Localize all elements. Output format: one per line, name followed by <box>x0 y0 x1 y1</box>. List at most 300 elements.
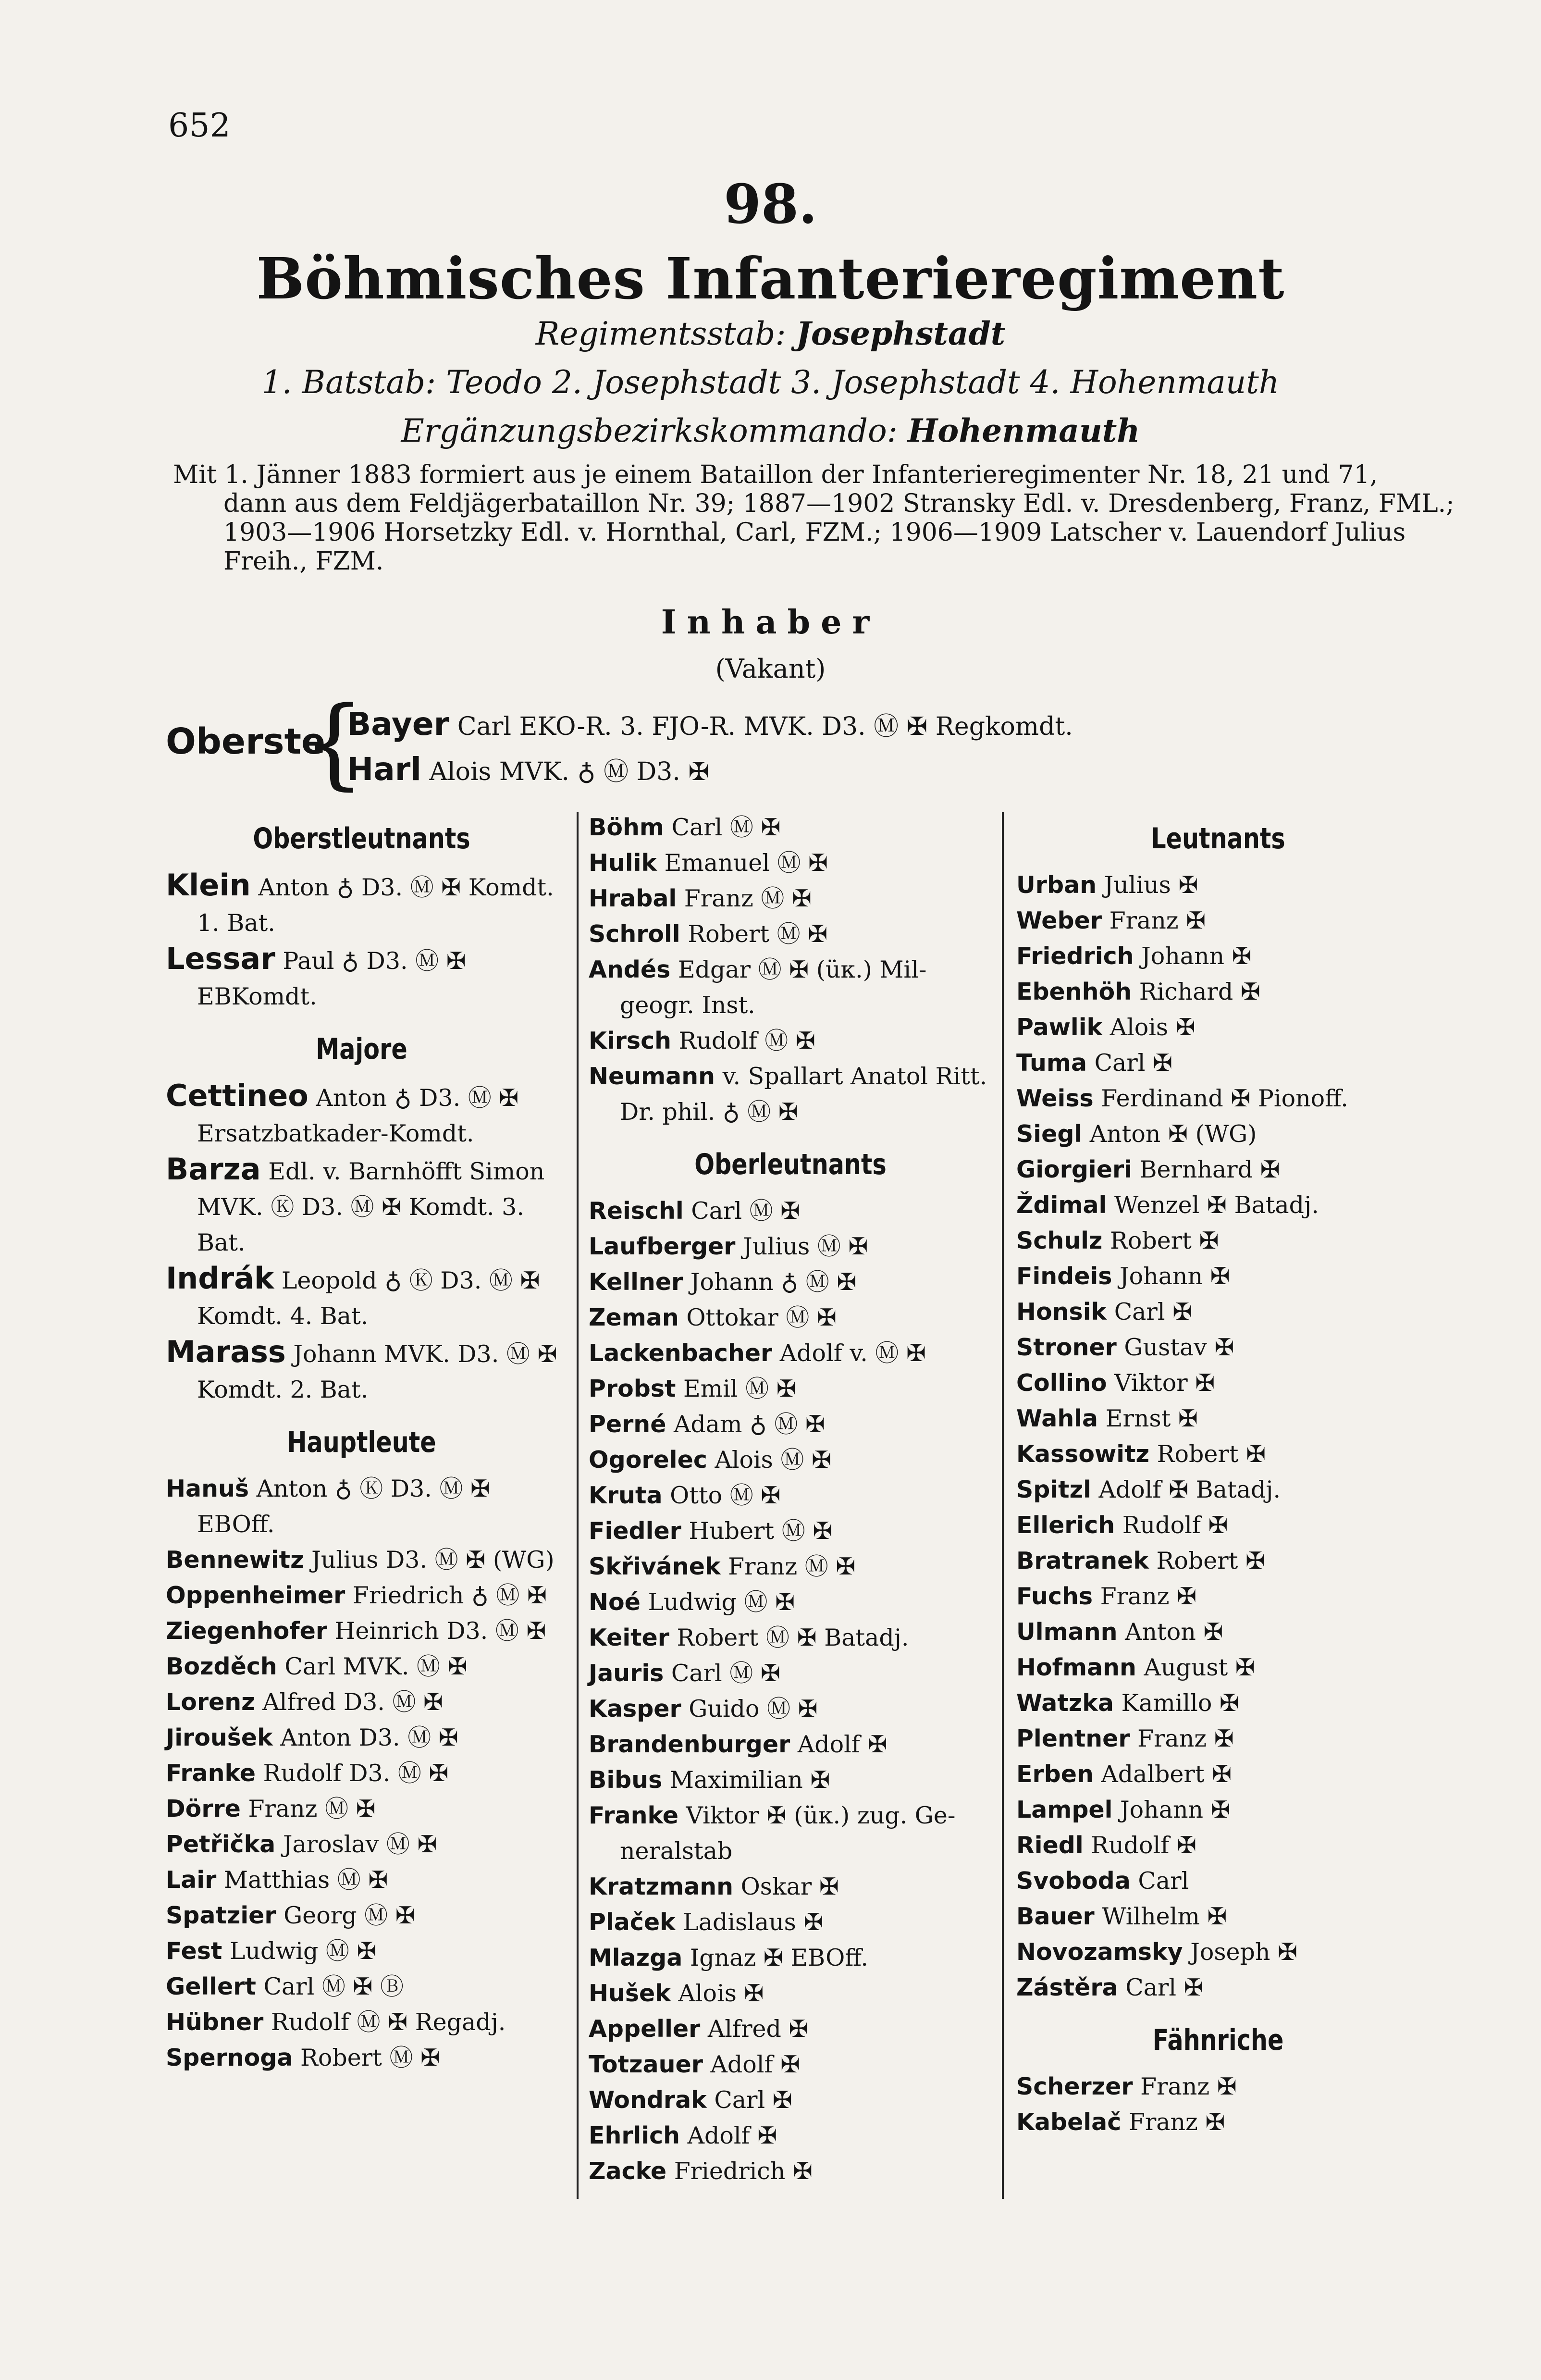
officer-surname: Pawlik <box>1016 1014 1103 1041</box>
officer-surname: Noé <box>589 1588 641 1616</box>
officer-surname: Spitzl <box>1016 1476 1091 1503</box>
officer-surname: Skřivánek <box>589 1553 721 1580</box>
officer-surname: Giorgieri <box>1016 1156 1132 1183</box>
officer-entry <box>1016 903 1420 939</box>
officer-surname: Perné <box>589 1411 666 1438</box>
officer-entry <box>1016 2105 1420 2140</box>
officer-entry <box>166 2040 557 2076</box>
officer-surname: Ogorelec <box>589 1446 707 1474</box>
officer-entry <box>589 1513 992 1549</box>
roster-column-2 <box>589 810 992 2195</box>
officer-details: Adolf v. Ⓜ ✠ <box>779 1339 926 1367</box>
officer-details: Otto Ⓜ ✠ <box>670 1482 781 1509</box>
officer-surname: Spernoga <box>166 2044 293 2071</box>
officer-details: Ludwig Ⓜ ✠ <box>648 1588 795 1616</box>
officer-details: Adalbert ✠ <box>1101 1760 1232 1788</box>
officer-details: Richard ✠ <box>1139 978 1260 1005</box>
officer-entry <box>166 1471 557 1542</box>
officer-entry <box>1016 1934 1420 1970</box>
officer-details: Alois ✠ <box>678 1980 764 2007</box>
officer-surname: Ellerich <box>1016 1512 1115 1539</box>
officer-surname: Gellert <box>166 1973 256 2000</box>
officer-details: Joseph ✠ <box>1190 1938 1298 1966</box>
officer-entry <box>1016 1152 1420 1188</box>
officer-details: Heinrich D3. Ⓜ ✠ <box>334 1617 546 1645</box>
officer-entry <box>589 1798 992 1869</box>
officer-entry <box>589 1336 992 1371</box>
officer-details: Friedrich ✠ <box>674 2157 813 2185</box>
officer-details: Ottokar Ⓜ ✠ <box>686 1304 837 1331</box>
section-heading: Fähnriche <box>1152 2023 1284 2057</box>
officer-surname: Franke <box>166 1760 256 1787</box>
officer-surname: Kruta <box>589 1482 663 1509</box>
officer-surname: Urban <box>1016 871 1097 899</box>
officer-surname: Novozamsky <box>1016 1938 1183 1966</box>
section-heading: Majore <box>316 1032 407 1066</box>
officer-entry <box>589 1193 992 1229</box>
officer-entry <box>166 1827 557 1862</box>
officer-details: Oskar ✠ <box>740 1873 839 1900</box>
officer-surname: Brandenburger <box>589 1731 790 1758</box>
officer-details: Alois ✠ <box>1110 1014 1196 1041</box>
oberst-entry <box>347 751 709 788</box>
officer-entry <box>166 1152 557 1261</box>
officer-surname: Fest <box>166 1937 222 1965</box>
oberst-details: Carl EKO-R. 3. FJO-R. MVK. D3. Ⓜ ✠ Regkomdt. <box>457 712 1073 741</box>
officer-entry <box>1016 1437 1420 1472</box>
officer-entry <box>166 1649 557 1685</box>
ergaenzung-label: Ergänzungsbezirkskommando: <box>401 412 898 449</box>
ergaenzung-place: Hohenmauth <box>907 412 1140 449</box>
officer-surname: Dörre <box>166 1795 241 1822</box>
officer-entry <box>1016 1579 1420 1614</box>
officer-surname: Plaček <box>589 1909 676 1936</box>
officer-entry <box>589 1905 992 1940</box>
officer-surname: Kirsch <box>589 1027 672 1054</box>
officer-entry <box>1016 1970 1420 2006</box>
officer-entry <box>589 2082 992 2118</box>
officer-details: Robert ✠ <box>1110 1227 1219 1254</box>
officer-surname: Fiedler <box>589 1517 681 1545</box>
batstab-line: 1. Batstab: Teodo 2. Josephstadt 3. Josephstadt 4. Hohenmauth <box>261 364 1280 401</box>
inhaber-value: (Vakant) <box>715 654 826 684</box>
officer-details: Robert ✠ <box>1156 1547 1266 1574</box>
inhaber-heading: Inhaber <box>661 603 880 642</box>
officer-entry <box>1016 1081 1420 1116</box>
officer-details: Robert ✠ <box>1157 1440 1266 1468</box>
officer-details: Georg Ⓜ ✠ <box>284 1902 415 1929</box>
officer-surname: Collino <box>1016 1369 1107 1397</box>
officer-entry <box>589 1229 992 1264</box>
section-gap <box>1016 2006 1420 2011</box>
officer-entry <box>589 845 992 881</box>
officer-details: Carl Ⓜ ✠ Ⓑ <box>263 1973 404 2000</box>
officer-details: Franz ✠ <box>1100 1583 1197 1610</box>
officer-surname: Neumann <box>589 1063 715 1090</box>
officer-entry <box>1016 1863 1420 1899</box>
officer-entry <box>166 1756 557 1791</box>
officer-details: Carl ✠ <box>1125 1974 1204 2001</box>
section-gap <box>166 1408 557 1413</box>
officer-surname: Riedl <box>1016 1832 1084 1859</box>
officer-surname: Fuchs <box>1016 1583 1093 1610</box>
officer-surname: Franke <box>589 1802 678 1829</box>
officer-entry <box>1016 1686 1420 1721</box>
regimentsstab-label: Regimentsstab: <box>535 315 786 352</box>
officer-details: v. Spallart Anatol Ritt. Dr. phil. ♁ Ⓜ ✠ <box>620 1063 987 1126</box>
officer-details: Friedrich ♁ Ⓜ ✠ <box>352 1582 547 1609</box>
section-heading: Oberleutnants <box>694 1148 887 1181</box>
officer-entry <box>1016 974 1420 1010</box>
officer-entry <box>1016 1010 1420 1045</box>
column-divider <box>577 812 579 2199</box>
officer-details: Wilhelm ✠ <box>1102 1903 1227 1930</box>
officer-details: Ladislaus ✠ <box>683 1909 824 1936</box>
officer-entry <box>1016 1259 1420 1294</box>
officer-surname: Scherzer <box>1016 2073 1133 2100</box>
officer-entry <box>589 917 992 952</box>
officer-surname: Keiter <box>589 1624 669 1651</box>
officer-details: Julius Ⓜ ✠ <box>743 1233 868 1260</box>
officer-surname: Friedrich <box>1016 942 1134 970</box>
officer-surname: Kabelač <box>1016 2108 1122 2136</box>
officer-entry <box>589 1727 992 1762</box>
officer-details: Hubert Ⓜ ✠ <box>689 1517 833 1545</box>
officer-details: Franz ✠ <box>1109 907 1206 934</box>
officer-surname: Kasper <box>589 1695 681 1723</box>
officer-entry <box>1016 1543 1420 1579</box>
officer-details: Edgar Ⓜ ✠ (üк.) Mil-geogr. Inst. <box>620 956 927 1019</box>
officer-entry <box>1016 1294 1420 1330</box>
officer-entry <box>166 1898 557 1934</box>
officer-details: Franz ✠ <box>1128 2108 1225 2136</box>
officer-details: Alfred ✠ <box>707 2015 809 2043</box>
officer-entry <box>1016 1330 1420 1365</box>
officer-surname: Marass <box>166 1334 286 1369</box>
officer-surname: Zacke <box>589 2157 667 2185</box>
officer-surname: Tuma <box>1016 1049 1087 1077</box>
officer-surname: Zástěra <box>1016 1974 1118 2001</box>
officer-details: Viktor ✠ (üк.) zug. Ge-neralstab <box>620 1802 956 1865</box>
officer-details: Ignaz ✠ EBOff. <box>690 1944 868 1971</box>
officer-surname: Bibus <box>589 1766 663 1794</box>
officer-entry <box>1016 1792 1420 1828</box>
officer-surname: Jiroušek <box>166 1724 273 1751</box>
officer-surname: Ehrlich <box>589 2122 680 2149</box>
officer-details: Johann MVK. D3. Ⓜ ✠ Komdt. 2. Bat. <box>197 1340 557 1403</box>
officer-entry <box>166 1934 557 1969</box>
officer-surname: Findeis <box>1016 1263 1112 1290</box>
officer-entry <box>589 1549 992 1585</box>
officer-surname: Reischl <box>589 1197 684 1225</box>
officer-details: Adolf ✠ <box>687 2122 777 2149</box>
ergaenzung-line <box>0 412 1541 449</box>
officer-entry <box>1016 1116 1420 1152</box>
officer-surname: Wondrak <box>589 2086 707 2114</box>
officer-surname: Ebenhöh <box>1016 978 1132 1005</box>
officer-details: Gustav ✠ <box>1124 1334 1234 1361</box>
officer-surname: Honsik <box>1016 1298 1107 1326</box>
officer-details: Johann ♁ Ⓜ ✠ <box>690 1268 857 1296</box>
officer-surname: Klein <box>166 868 251 903</box>
officer-surname: Cettineo <box>166 1078 308 1113</box>
officer-details: Robert Ⓜ ✠ <box>688 920 828 948</box>
officer-entry <box>1016 2069 1420 2105</box>
officer-details: Carl ✠ <box>1114 1298 1193 1326</box>
column-divider <box>1002 812 1004 2199</box>
history-line: dann aus dem Feldjägerbataillon Nr. 39; 1887—1902 Stransky Edl. v. Dresdenberg, Franz, FML.; <box>223 489 1455 518</box>
officer-entry <box>166 1791 557 1827</box>
regiment-name: Böhmisches Infanterieregiment <box>256 245 1285 312</box>
officer-entry <box>589 1620 992 1656</box>
officer-entry <box>1016 939 1420 974</box>
officer-surname: Oppenheimer <box>166 1582 345 1609</box>
officer-details: Alois Ⓜ ✠ <box>715 1446 832 1474</box>
officer-details: Carl Ⓜ ✠ <box>671 1660 780 1687</box>
officer-details: Ludwig Ⓜ ✠ <box>229 1937 377 1965</box>
officer-surname: Ždimal <box>1016 1191 1107 1219</box>
officer-details: Maximilian ✠ <box>669 1766 830 1794</box>
officer-surname: Laufberger <box>589 1233 736 1260</box>
officer-surname: Böhm <box>589 814 664 841</box>
officer-entry <box>589 1371 992 1407</box>
officer-details: Matthias Ⓜ ✠ <box>223 1866 388 1894</box>
officer-details: Ernst ✠ <box>1105 1405 1198 1432</box>
officer-details: Rudolf D3. Ⓜ ✠ <box>263 1760 449 1787</box>
officer-details: Adolf ✠ Batadj. <box>1098 1476 1281 1503</box>
officer-details: Emanuel Ⓜ ✠ <box>664 849 828 877</box>
officer-entry <box>1016 1828 1420 1863</box>
officer-surname: Lorenz <box>166 1688 255 1716</box>
officer-surname: Bozděch <box>166 1653 277 1680</box>
officer-details: Franz Ⓜ ✠ <box>248 1795 376 1822</box>
section-gap <box>1016 2140 1420 2146</box>
officer-surname: Schulz <box>1016 1227 1103 1254</box>
page-number: 652 <box>168 107 231 145</box>
officer-surname: Bauer <box>1016 1903 1095 1930</box>
officer-entry <box>589 2047 992 2082</box>
officer-surname: Schroll <box>589 920 680 948</box>
officer-details: Adolf ✠ <box>710 2051 801 2078</box>
officer-surname: Hofmann <box>1016 1654 1136 1681</box>
officer-details: Viktor ✠ <box>1114 1369 1215 1397</box>
officer-entry <box>166 1862 557 1898</box>
officer-entry <box>1016 1650 1420 1686</box>
officer-details: Carl ✠ <box>1094 1049 1173 1077</box>
section-gap <box>166 1015 557 1020</box>
history-line: 1903—1906 Horsetzky Edl. v. Hornthal, Carl, FZM.; 1906—1909 Latscher v. Lauendorf Julius <box>223 518 1406 547</box>
officer-details: Anton ♁ D3. Ⓜ ✠ Ersatzbatkader-Komdt. <box>197 1084 519 1147</box>
officer-entry <box>589 1762 992 1798</box>
officer-entry <box>1016 1045 1420 1081</box>
history-line: Freih., FZM. <box>223 547 384 576</box>
officer-surname: Mlazga <box>589 1944 683 1971</box>
officer-entry <box>1016 1508 1420 1543</box>
officer-entry <box>166 1969 557 2005</box>
section-gap <box>589 2189 992 2195</box>
section-gap <box>589 1130 992 1136</box>
officer-surname: Ziegenhofer <box>166 1617 328 1645</box>
oberst-name: Bayer <box>347 706 450 743</box>
officer-details: Rudolf ✠ <box>1122 1512 1228 1539</box>
officer-entry <box>1016 1757 1420 1792</box>
officer-details: Jaroslav Ⓜ ✠ <box>283 1831 437 1858</box>
officer-details: Anton ✠ <box>1125 1618 1223 1646</box>
officer-surname: Petřička <box>166 1831 276 1858</box>
officer-surname: Ulmann <box>1016 1618 1118 1646</box>
officer-entry <box>166 2005 557 2040</box>
officer-entry <box>1016 1401 1420 1437</box>
section-heading: Oberstleutnants <box>253 822 470 855</box>
regiment-number: 98. <box>724 173 817 236</box>
officer-surname: Lampel <box>1016 1796 1113 1823</box>
officer-entry <box>166 1578 557 1613</box>
officer-details: Rudolf Ⓜ ✠ Regadj. <box>271 2008 506 2036</box>
officer-entry <box>589 1940 992 1976</box>
officer-entry <box>1016 1721 1420 1757</box>
officer-entry <box>589 881 992 917</box>
officer-surname: Lessar <box>166 941 275 976</box>
history-paragraph <box>173 460 1455 576</box>
officer-surname: Barza <box>166 1152 261 1187</box>
officer-surname: Hrabal <box>589 885 677 912</box>
officer-details: Franz ✠ <box>1137 1725 1234 1752</box>
officer-details: Johann ✠ <box>1141 942 1252 970</box>
officer-details: Adam ♁ Ⓜ ✠ <box>674 1411 826 1438</box>
officer-surname: Kassowitz <box>1016 1440 1150 1468</box>
officer-details: Carl Ⓜ ✠ <box>691 1197 801 1225</box>
roster-column-3 <box>1016 810 1420 2146</box>
officer-details: Franz Ⓜ ✠ <box>728 1553 856 1580</box>
officer-surname: Lackenbacher <box>589 1339 773 1367</box>
section-gap <box>166 2076 557 2082</box>
section-heading: Leutnants <box>1151 822 1285 855</box>
officer-surname: Weiss <box>1016 1085 1094 1112</box>
officer-details: Franz ✠ <box>1140 2073 1237 2100</box>
officer-details: Ferdinand ✠ Pionoff. <box>1101 1085 1348 1112</box>
officer-entry <box>166 1542 557 1578</box>
officer-entry <box>166 868 557 941</box>
officer-details: Paul ♁ D3. Ⓜ ✠ EBKomdt. <box>197 947 466 1010</box>
officer-details: Adolf ✠ <box>797 1731 888 1758</box>
officer-surname: Lair <box>166 1866 217 1894</box>
section-heading: Hauptleute <box>287 1426 436 1459</box>
officer-surname: Bennewitz <box>166 1546 304 1574</box>
officer-entry <box>166 1078 557 1152</box>
officer-details: Robert Ⓜ ✠ <box>300 2044 441 2071</box>
officer-surname: Bratranek <box>1016 1547 1149 1574</box>
officer-details: Franz Ⓜ ✠ <box>684 885 812 912</box>
officer-surname: Zeman <box>589 1304 679 1331</box>
officer-entry <box>589 1264 992 1300</box>
officer-entry <box>589 1691 992 1727</box>
officer-surname: Appeller <box>589 2015 701 2043</box>
officer-entry <box>589 2154 992 2189</box>
officer-details: Edl. v. Barnhöfft Simon MVK. Ⓚ D3. Ⓜ ✠ Komdt. 3. Bat. <box>197 1158 545 1256</box>
officer-details: Robert Ⓜ ✠ Batadj. <box>677 1624 909 1651</box>
officer-entry <box>166 1720 557 1756</box>
officer-entry <box>589 1407 992 1442</box>
officer-entry <box>589 2118 992 2154</box>
officer-surname: Kellner <box>589 1268 683 1296</box>
officer-entry <box>166 1261 557 1334</box>
roster-column-1 <box>166 810 557 2082</box>
officer-details: Alfred D3. Ⓜ ✠ <box>262 1688 444 1716</box>
officer-details: Kamillo ✠ <box>1121 1689 1239 1717</box>
officer-entry <box>1016 1899 1420 1934</box>
officer-surname: Hanuš <box>166 1475 249 1502</box>
officer-surname: Stroner <box>1016 1334 1117 1361</box>
officer-entry <box>589 1976 992 2011</box>
officer-details: Carl Ⓜ ✠ <box>671 814 781 841</box>
officer-surname: Hübner <box>166 2008 264 2036</box>
oberst-entry <box>347 706 1073 743</box>
officer-entry <box>1016 1614 1420 1650</box>
officer-details: Guido Ⓜ ✠ <box>689 1695 818 1723</box>
officer-details: Anton D3. Ⓜ ✠ <box>280 1724 458 1751</box>
officer-entry <box>1016 1223 1420 1259</box>
officer-entry <box>589 810 992 845</box>
officer-details: Julius D3. Ⓜ ✠ (WG) <box>311 1546 555 1574</box>
oberste-brace: { <box>303 686 366 800</box>
officer-details: Johann ✠ <box>1120 1796 1231 1823</box>
officer-details: Carl <box>1138 1867 1189 1895</box>
officer-details: Johann ✠ <box>1120 1263 1230 1290</box>
officer-entry <box>1016 1188 1420 1223</box>
officer-surname: Watzka <box>1016 1689 1114 1717</box>
officer-entry <box>1016 1472 1420 1508</box>
officer-entry <box>166 1334 557 1408</box>
officer-details: Julius ✠ <box>1104 871 1198 899</box>
officer-surname: Indrák <box>166 1261 274 1296</box>
officer-details: Anton ♁ D3. Ⓜ ✠ Komdt. 1. Bat. <box>197 874 554 937</box>
officer-surname: Erben <box>1016 1760 1094 1788</box>
officer-entry <box>1016 1365 1420 1401</box>
officer-surname: Probst <box>589 1375 676 1402</box>
history-line: Mit 1. Jänner 1883 formiert aus je einem Bataillon der Infanterieregimenter Nr. 18, 21 und 71, <box>173 460 1378 489</box>
officer-entry <box>589 952 992 1023</box>
officer-surname: Kratzmann <box>589 1873 734 1900</box>
officer-details: Emil Ⓜ ✠ <box>683 1375 796 1402</box>
officer-surname: Jauris <box>589 1660 664 1687</box>
officer-entry <box>589 1869 992 1905</box>
oberst-name: Harl <box>347 751 421 788</box>
officer-entry <box>166 1613 557 1649</box>
oberst-details: Alois MVK. ♁ Ⓜ D3. ✠ <box>429 757 709 786</box>
oberste-label: Oberste <box>166 721 326 762</box>
officer-entry <box>1016 868 1420 903</box>
officer-details: Carl MVK. Ⓜ ✠ <box>284 1653 468 1680</box>
regimentsstab-place: Josephstadt <box>796 315 1006 352</box>
officer-details: Bernhard ✠ <box>1139 1156 1280 1183</box>
officer-entry <box>166 941 557 1015</box>
officer-details: Carl ✠ <box>714 2086 792 2114</box>
officer-details: Leopold ♁ Ⓚ D3. Ⓜ ✠ Komdt. 4. Bat. <box>197 1267 540 1330</box>
officer-entry <box>589 1059 992 1130</box>
officer-details: Anton ✠ (WG) <box>1089 1120 1257 1148</box>
officer-entry <box>589 2011 992 2047</box>
officer-surname: Hulik <box>589 849 657 877</box>
officer-details: Anton ♁ Ⓚ D3. Ⓜ ✠ EBOff. <box>197 1475 491 1538</box>
officer-entry <box>589 1656 992 1691</box>
officer-surname: Svoboda <box>1016 1867 1131 1895</box>
officer-surname: Siegl <box>1016 1120 1083 1148</box>
officer-entry <box>589 1585 992 1620</box>
officer-entry <box>589 1023 992 1059</box>
regimentsstab-line <box>0 315 1541 352</box>
officer-surname: Wahla <box>1016 1405 1098 1432</box>
officer-surname: Totzauer <box>589 2051 703 2078</box>
